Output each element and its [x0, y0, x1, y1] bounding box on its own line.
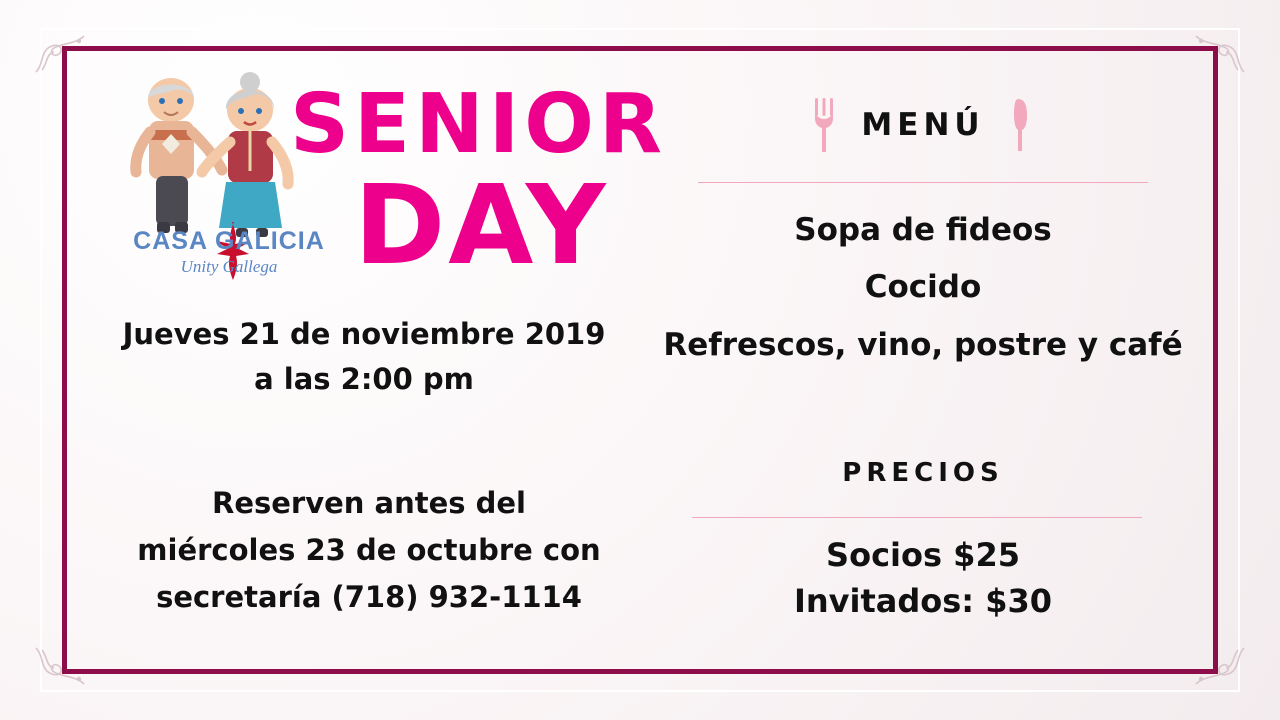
menu-heading-group — [650, 96, 1196, 154]
reservation-line-2: miércoles 23 de octubre con — [137, 532, 601, 567]
prices-heading: PRECIOS — [842, 458, 1004, 488]
reservation-block — [114, 480, 624, 621]
reservation-phone-line: secretaría (718) 932-1114 — [156, 579, 582, 614]
menu-item: Refrescos, vino, postre y café — [663, 326, 1183, 363]
knife-icon — [1011, 96, 1033, 154]
prices-divider — [692, 517, 1142, 518]
title-senior: SENIOR — [290, 77, 668, 172]
left-column — [84, 62, 668, 628]
event-date-block — [84, 312, 644, 402]
menu-items-list — [630, 202, 1216, 374]
fork-icon — [813, 96, 835, 154]
corner-ornament-icon — [34, 34, 88, 74]
corner-ornament-icon — [1192, 646, 1246, 686]
reservation-line-1: Reserven antes del — [211, 486, 526, 520]
price-line: Socios $25 — [826, 536, 1020, 574]
price-line: Invitados: $30 — [793, 582, 1053, 621]
menu-divider — [698, 182, 1148, 183]
prices-list — [650, 532, 1196, 625]
logo-subtitle: Unity Gallega — [180, 257, 278, 276]
corner-ornament-icon — [34, 646, 88, 686]
event-time-line: a las 2:00 pm — [254, 361, 474, 396]
title-day: DAY — [354, 161, 609, 289]
menu-heading: MENÚ — [861, 107, 985, 143]
menu-item: Cocido — [864, 269, 982, 306]
logo-wordmark: CASA GALICIA — [133, 227, 325, 255]
event-date-line: Jueves 21 de noviembre 2019 — [122, 317, 606, 351]
right-column — [650, 62, 1196, 628]
corner-ornament-icon — [1192, 34, 1246, 74]
menu-item: Sopa de fideos — [794, 212, 1052, 248]
